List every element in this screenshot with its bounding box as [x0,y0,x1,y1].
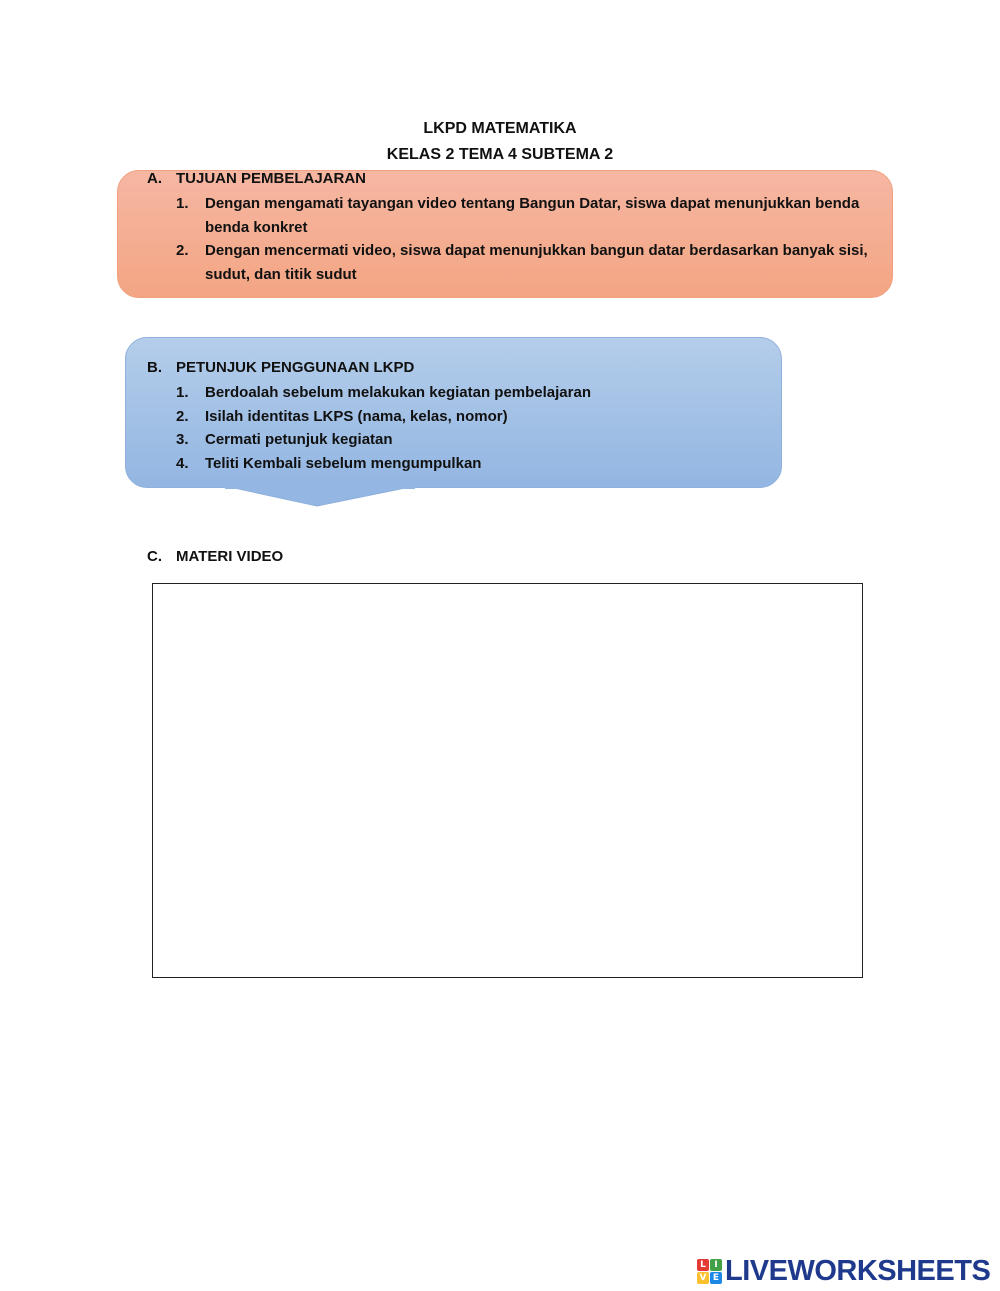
list-item [176,239,876,286]
instructions-list [176,381,766,475]
list-item [176,428,766,452]
list-item [176,192,876,239]
section-c-title: MATERI VIDEO [176,548,284,565]
section-a-letter: A. [147,170,162,187]
list-item-text: Teliti Kembali sebelum mengumpulkan [205,454,482,472]
learning-objectives-list [176,192,876,286]
logo-letter: V [697,1272,709,1284]
video-embed-area[interactable] [152,583,863,978]
logo-letter: I [710,1259,722,1271]
list-item-text: Berdoalah sebelum melakukan kegiatan pembelajaran [205,384,591,401]
list-item-number: 4. [176,454,189,472]
section-c-letter: C. [147,548,162,565]
liveworksheets-watermark [697,1255,990,1287]
section-a-title: TUJUAN PEMBELAJARAN [176,170,367,187]
logo-letter: E [710,1272,722,1284]
callout-tail [225,486,415,508]
section-b-title: PETUNJUK PENGGUNAAN LKPD [176,359,415,376]
liveworksheets-logo-icon [697,1259,722,1284]
section-c-heading [147,546,283,568]
watermark-text: LIVEWORKSHEETS [725,1254,991,1287]
list-item-number: 1. [176,195,189,212]
list-item-text: Cermati petunjuk kegiatan [205,431,393,448]
list-item [176,405,766,429]
list-item-number: 2. [176,242,189,259]
list-item-text: Dengan mengamati tayangan video tentang Bangun Datar, siswa dapat menunjukkan benda benda konkret [205,195,860,236]
section-b-heading [147,357,414,379]
page-title: LKPD MATEMATIKA [423,120,577,137]
section-a-heading [147,168,366,190]
section-b-letter: B. [147,359,162,376]
logo-letter: L [697,1259,709,1271]
list-item-number: 2. [176,407,189,425]
list-item-number: 3. [176,431,189,448]
list-item [176,381,766,405]
list-item [176,452,766,476]
list-item-text: Dengan mencermati video, siswa dapat menunjukkan bangun datar berdasarkan banyak sisi, sudut, dan titik sudut [205,242,868,283]
page-subtitle: KELAS 2 TEMA 4 SUBTEMA 2 [386,146,614,163]
list-item-text: Isilah identitas LKPS (nama, kelas, nomor) [205,407,508,425]
list-item-number: 1. [176,384,189,401]
